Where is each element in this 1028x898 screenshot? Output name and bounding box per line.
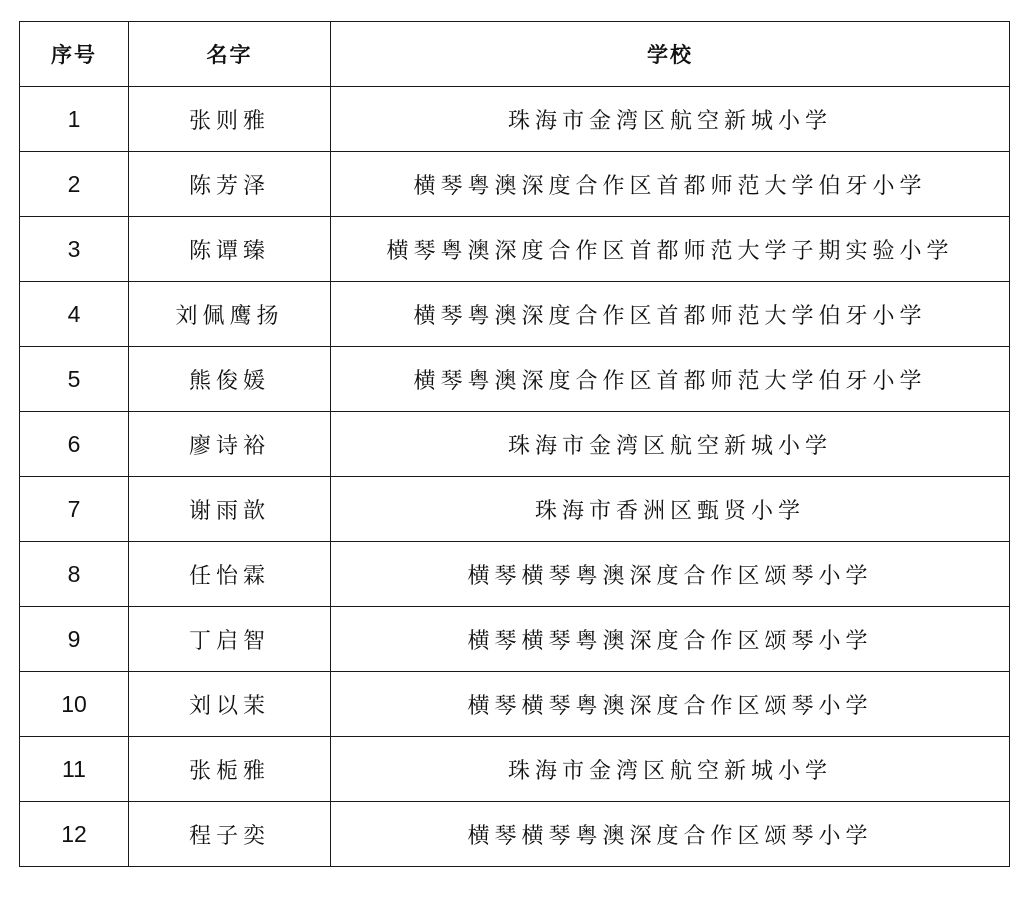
row-index: 10 bbox=[20, 672, 129, 737]
row-school: 横琴粤澳深度合作区首都师范大学子期实验小学 bbox=[331, 217, 1010, 282]
student-table bbox=[19, 21, 1010, 867]
row-school: 横琴粤澳深度合作区首都师范大学伯牙小学 bbox=[331, 152, 1010, 217]
table-row bbox=[20, 672, 1010, 737]
table-header-row bbox=[20, 22, 1010, 87]
header-index: 序号 bbox=[20, 22, 129, 87]
row-school: 横琴粤澳深度合作区首都师范大学伯牙小学 bbox=[331, 347, 1010, 412]
row-school: 横琴粤澳深度合作区首都师范大学伯牙小学 bbox=[331, 282, 1010, 347]
row-name: 谢雨歆 bbox=[129, 477, 331, 542]
row-index: 2 bbox=[20, 152, 129, 217]
row-name: 熊俊媛 bbox=[129, 347, 331, 412]
row-school: 横琴横琴粤澳深度合作区颂琴小学 bbox=[331, 607, 1010, 672]
row-name: 刘以茉 bbox=[129, 672, 331, 737]
table-row bbox=[20, 87, 1010, 152]
row-index: 11 bbox=[20, 737, 129, 802]
table-row bbox=[20, 152, 1010, 217]
table-row bbox=[20, 217, 1010, 282]
row-name: 张栀雅 bbox=[129, 737, 331, 802]
table-row bbox=[20, 477, 1010, 542]
table-row bbox=[20, 542, 1010, 607]
row-school: 横琴横琴粤澳深度合作区颂琴小学 bbox=[331, 672, 1010, 737]
row-school: 珠海市金湾区航空新城小学 bbox=[331, 87, 1010, 152]
row-name: 陈芳泽 bbox=[129, 152, 331, 217]
row-school: 珠海市金湾区航空新城小学 bbox=[331, 737, 1010, 802]
row-index: 9 bbox=[20, 607, 129, 672]
header-name: 名字 bbox=[129, 22, 331, 87]
row-index: 5 bbox=[20, 347, 129, 412]
row-index: 1 bbox=[20, 87, 129, 152]
row-index: 8 bbox=[20, 542, 129, 607]
table-row bbox=[20, 737, 1010, 802]
row-school: 珠海市金湾区航空新城小学 bbox=[331, 412, 1010, 477]
row-school: 珠海市香洲区甄贤小学 bbox=[331, 477, 1010, 542]
row-name: 任怡霖 bbox=[129, 542, 331, 607]
table-row bbox=[20, 282, 1010, 347]
row-name: 廖诗裕 bbox=[129, 412, 331, 477]
table-row bbox=[20, 412, 1010, 477]
row-school: 横琴横琴粤澳深度合作区颂琴小学 bbox=[331, 542, 1010, 607]
student-table-container bbox=[19, 21, 1009, 867]
row-index: 4 bbox=[20, 282, 129, 347]
row-school: 横琴横琴粤澳深度合作区颂琴小学 bbox=[331, 802, 1010, 867]
row-index: 6 bbox=[20, 412, 129, 477]
table-row bbox=[20, 347, 1010, 412]
row-name: 丁启智 bbox=[129, 607, 331, 672]
row-index: 12 bbox=[20, 802, 129, 867]
row-index: 3 bbox=[20, 217, 129, 282]
table-row bbox=[20, 802, 1010, 867]
row-name: 刘佩鹰扬 bbox=[129, 282, 331, 347]
header-school: 学校 bbox=[331, 22, 1010, 87]
row-name: 张则雅 bbox=[129, 87, 331, 152]
row-name: 程子奕 bbox=[129, 802, 331, 867]
row-index: 7 bbox=[20, 477, 129, 542]
table-row bbox=[20, 607, 1010, 672]
row-name: 陈谭臻 bbox=[129, 217, 331, 282]
